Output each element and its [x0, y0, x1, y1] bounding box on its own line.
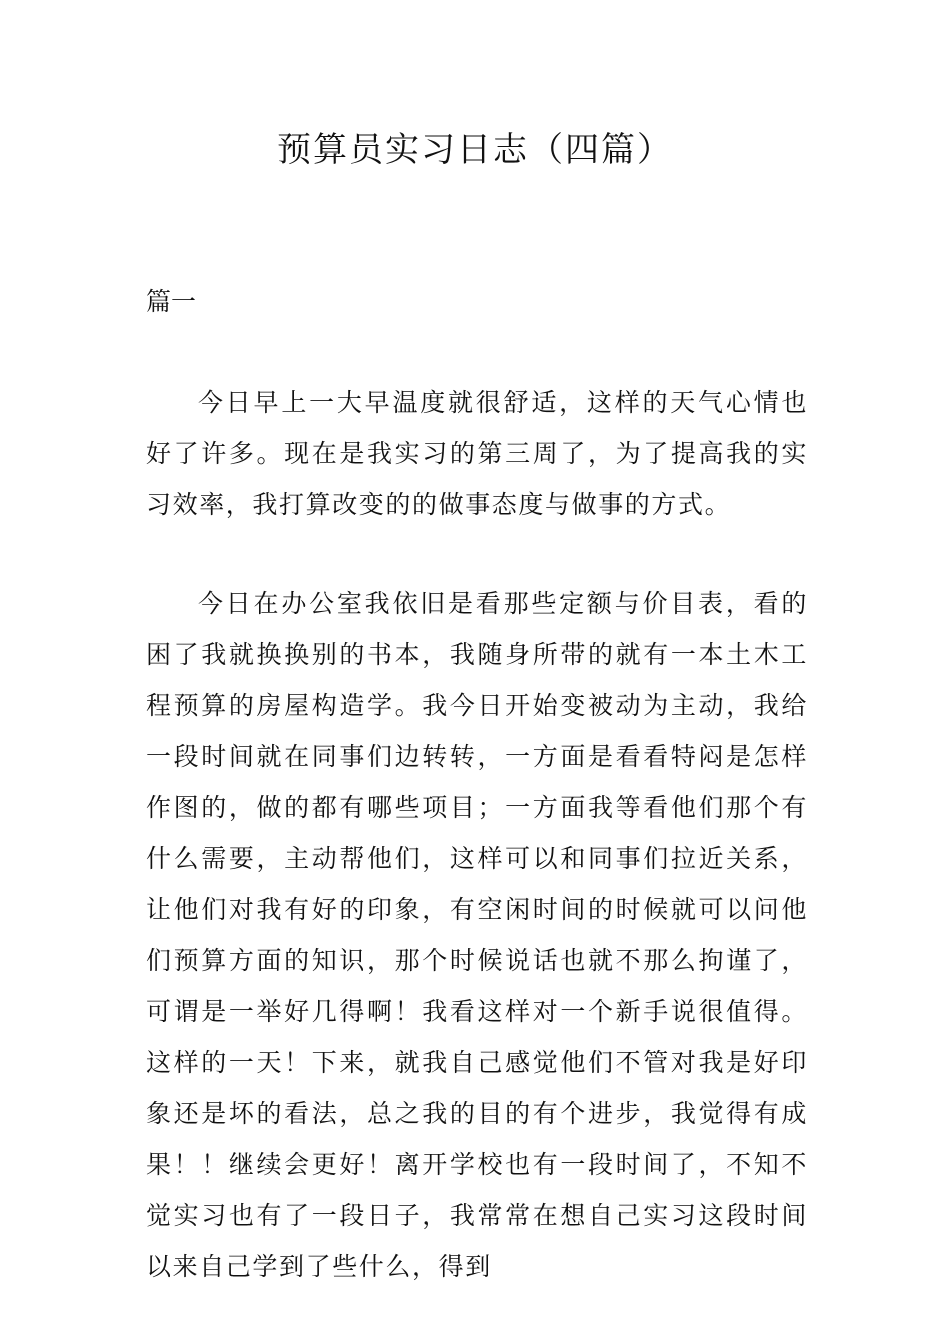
section-heading: 篇一: [146, 287, 197, 316]
paragraph-2: 今日在办公室我依旧是看那些定额与价目表，看的困了我就换换别的书本，我随身所带的就有一本土木工程预算的房屋构造学。我今日开始变被动为主动，我给一段时间就在同事们边转转，一方面是看看特闷是怎样作图的，做的都有哪些项目；一方面我等看他们那个有什么需要，主动帮他们，这样可以和同事们拉近关系，让他们对我有好的印象，有空闲时间的时候就可以问他们预算方面的知识，那个时候说话也就不那么拘谨了，可谓是一举好几得啊！我看这样对一个新手说很值得。这样的一天！下来，就我自己感觉他们不管对我是好印象还是坏的看法，总之我的目的有个进步，我觉得有成果！！继续会更好！离开学校也有一段时间了，不知不觉实习也有了一段日子，我常常在想自己实习这段时间以来自己学到了些什么，得到: [146, 589, 808, 1281]
paragraph-1: 今日早上一大早温度就很舒适，这样的天气心情也好了许多。现在是我实习的第三周了，为了提高我的实习效率，我打算改变的的做事态度与做事的方式。: [146, 388, 808, 519]
document-title: 预算员实习日志（四篇）: [277, 130, 673, 170]
